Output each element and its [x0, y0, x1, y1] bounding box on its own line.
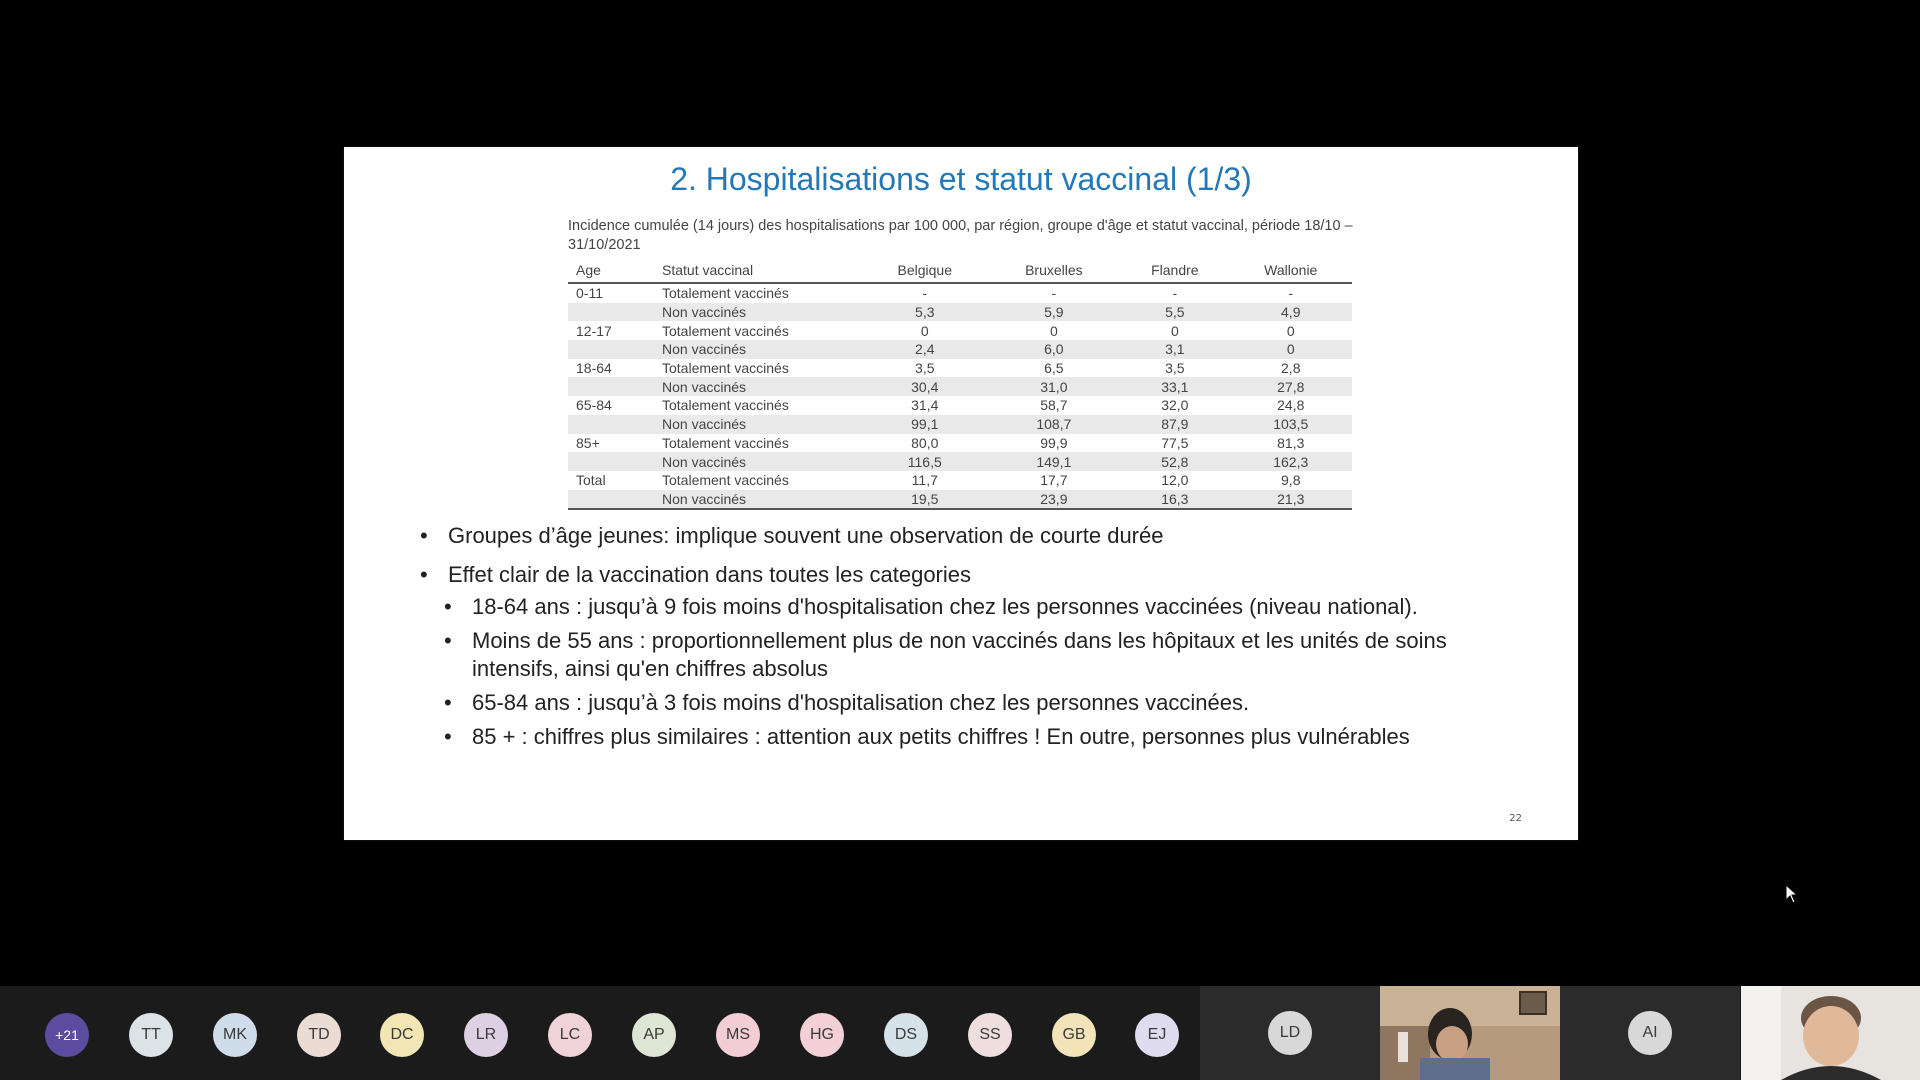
- bullet-text: Effet clair de la vaccination dans toutes les categories: [448, 562, 972, 587]
- table-row: [568, 340, 1352, 359]
- sub-bullet-item: • 65-84 ans : jusqu’à 3 fois moins d'hospitalisation chez les personnes vaccinées.: [444, 689, 1532, 717]
- table-cell: 2,4: [862, 340, 988, 359]
- header-status: Statut vaccinal: [654, 260, 862, 283]
- table-cell: 149,1: [988, 452, 1121, 471]
- participant-avatar[interactable]: EJ: [1135, 1013, 1179, 1057]
- table-cell: -: [1172, 285, 1178, 302]
- table-cell: 6,0: [988, 340, 1121, 359]
- participant-avatar[interactable]: LR: [464, 1013, 508, 1057]
- table-cell: 99,1: [862, 415, 988, 434]
- presentation-slide: [344, 147, 1578, 840]
- header-belgique: Belgique: [862, 260, 988, 283]
- table-cell: 11,7: [911, 472, 938, 489]
- table-cell: 80,0: [911, 434, 939, 451]
- table-cell: Non vaccinés: [654, 303, 862, 322]
- bullet-list: [420, 522, 1532, 762]
- participant-video-icon: [1380, 986, 1560, 1080]
- table-cell: Totalement vaccinés: [662, 397, 789, 414]
- table-cell: 85+: [576, 434, 600, 451]
- table-cell: 31,4: [911, 397, 939, 414]
- table-cell: 6,5: [1044, 360, 1064, 377]
- table-cell: 58,7: [1040, 397, 1068, 414]
- participant-avatar[interactable]: TT: [129, 1013, 173, 1057]
- participant-avatar[interactable]: AP: [632, 1013, 676, 1057]
- table-cell: 5,5: [1120, 303, 1229, 322]
- table-cell: 12,0: [1161, 472, 1189, 489]
- table-row: [568, 415, 1352, 434]
- table-row: [568, 321, 1352, 340]
- table-cell: [568, 415, 654, 434]
- table-cell: 116,5: [862, 452, 988, 471]
- bullet-item: [420, 561, 1532, 751]
- participant-avatar[interactable]: HG: [800, 1013, 844, 1057]
- table-cell: 5,9: [988, 303, 1121, 322]
- table-cell: 0: [1230, 340, 1352, 359]
- participant-avatar[interactable]: SS: [968, 1013, 1012, 1057]
- table-cell: Non vaccinés: [654, 377, 862, 396]
- table-cell: Totalement vaccinés: [662, 434, 789, 451]
- table-header-row: [568, 260, 1352, 283]
- table-cell: 65-84: [576, 397, 612, 414]
- participant-avatar[interactable]: TD: [297, 1013, 341, 1057]
- table-cell: 87,9: [1120, 415, 1229, 434]
- more-participants-button[interactable]: +21: [45, 1013, 89, 1057]
- table-cell: 108,7: [988, 415, 1121, 434]
- participant-avatar: LD: [1268, 1011, 1312, 1055]
- header-flandre: Flandre: [1120, 260, 1229, 283]
- table-row: [568, 452, 1352, 471]
- table-cell: Total: [576, 472, 606, 489]
- table-row: [568, 490, 1352, 510]
- participant-tile-ai[interactable]: [1560, 986, 1740, 1080]
- table-cell: 17,7: [1040, 472, 1068, 489]
- table-cell: 2,8: [1281, 360, 1301, 377]
- table-cell: 21,3: [1230, 490, 1352, 510]
- table-cell: 0: [920, 322, 929, 339]
- participant-avatar: AI: [1628, 1011, 1672, 1055]
- table-row: [568, 303, 1352, 322]
- table-cell: Non vaccinés: [654, 340, 862, 359]
- table-cell: 162,3: [1230, 452, 1352, 471]
- header-bruxelles: Bruxelles: [988, 260, 1121, 283]
- table-cell: 27,8: [1230, 377, 1352, 396]
- header-age: Age: [568, 260, 654, 283]
- participant-bar: [0, 986, 1920, 1080]
- participant-avatar[interactable]: LC: [548, 1013, 592, 1057]
- table-cell: [568, 490, 654, 510]
- table-cell: [568, 377, 654, 396]
- sub-bullet-item: • 18-64 ans : jusqu’à 9 fois moins d'hospitalisation chez les personnes vaccinées (niveau national).: [444, 593, 1532, 621]
- table-cell: -: [1051, 285, 1057, 302]
- table-cell: 81,3: [1277, 434, 1305, 451]
- table-row: [568, 377, 1352, 396]
- table-row: [568, 359, 1352, 378]
- participant-tile-ld[interactable]: [1200, 986, 1380, 1080]
- table-row: [568, 434, 1352, 453]
- table-cell: Totalement vaccinés: [662, 472, 789, 489]
- table-cell: 0-11: [576, 285, 603, 302]
- table-cell: 30,4: [862, 377, 988, 396]
- table-cell: 33,1: [1120, 377, 1229, 396]
- header-wallonie: Wallonie: [1230, 260, 1352, 283]
- participant-avatar[interactable]: MS: [716, 1013, 760, 1057]
- table-cell: Totalement vaccinés: [662, 322, 789, 339]
- table-cell: 3,5: [1165, 360, 1185, 377]
- participant-avatar[interactable]: GB: [1052, 1013, 1096, 1057]
- table-cell: 0: [1170, 322, 1179, 339]
- bullet-item: • Groupes d’âge jeunes: implique souvent une observation de courte durée: [420, 522, 1532, 550]
- table-cell: Non vaccinés: [654, 415, 862, 434]
- table-cell: -: [922, 285, 928, 302]
- table-cell: 52,8: [1120, 452, 1229, 471]
- table-cell: 12-17: [576, 322, 612, 339]
- table-cell: Non vaccinés: [654, 452, 862, 471]
- table-cell: 5,3: [862, 303, 988, 322]
- mouse-cursor-icon: [1785, 884, 1799, 908]
- table-cell: 103,5: [1230, 415, 1352, 434]
- sub-bullet-list: [444, 593, 1532, 751]
- self-video-tile[interactable]: [1741, 986, 1920, 1080]
- table-cell: [568, 303, 654, 322]
- table-cell: 18-64: [576, 360, 612, 377]
- table-cell: [568, 452, 654, 471]
- table-row: [568, 471, 1352, 490]
- table-cell: 0: [1049, 322, 1058, 339]
- table-row: [568, 396, 1352, 415]
- table-cell: 16,3: [1120, 490, 1229, 510]
- table-cell: 24,8: [1277, 397, 1305, 414]
- table-cell: 77,5: [1161, 434, 1189, 451]
- hospitalisation-table: [568, 260, 1352, 510]
- table-cell: 99,9: [1040, 434, 1068, 451]
- table-cell: 3,1: [1120, 340, 1229, 359]
- table-cell: 0: [1286, 322, 1295, 339]
- participant-avatar[interactable]: MK: [213, 1013, 257, 1057]
- participant-avatar[interactable]: DS: [884, 1013, 928, 1057]
- table-cell: 3,5: [915, 360, 935, 377]
- table-cell: 9,8: [1281, 472, 1301, 489]
- table-cell: 31,0: [988, 377, 1121, 396]
- table-cell: Totalement vaccinés: [662, 360, 789, 377]
- table-cell: Totalement vaccinés: [662, 285, 789, 302]
- sub-bullet-item: • 85 + : chiffres plus similaires : attention aux petits chiffres ! En outre, personnes plus vulnérables: [444, 723, 1532, 751]
- self-video-icon: [1741, 986, 1920, 1080]
- page-number: 22: [1509, 813, 1522, 824]
- table-cell: 19,5: [862, 490, 988, 510]
- sub-bullet-item: • Moins de 55 ans : proportionnellement plus de non vaccinés dans les hôpitaux et les unités de soins intensifs, ainsi qu'en chiffres absolus: [444, 627, 1532, 683]
- participant-avatar[interactable]: DC: [380, 1013, 424, 1057]
- table-row: [568, 283, 1352, 303]
- table-cell: Non vaccinés: [654, 490, 862, 510]
- table-cell: [568, 340, 654, 359]
- participant-video-tile[interactable]: [1380, 986, 1560, 1080]
- table-cell: 23,9: [988, 490, 1121, 510]
- table-cell: -: [1288, 285, 1294, 302]
- table-cell: 4,9: [1230, 303, 1352, 322]
- table-caption: Incidence cumulée (14 jours) des hospitalisations par 100 000, par région, groupe d'âge et statut vaccinal, période 18/10 – 31/10/2021: [568, 218, 1353, 253]
- slide-title: 2. Hospitalisations et statut vaccinal (1/3): [670, 161, 1252, 197]
- table-cell: 32,0: [1161, 397, 1189, 414]
